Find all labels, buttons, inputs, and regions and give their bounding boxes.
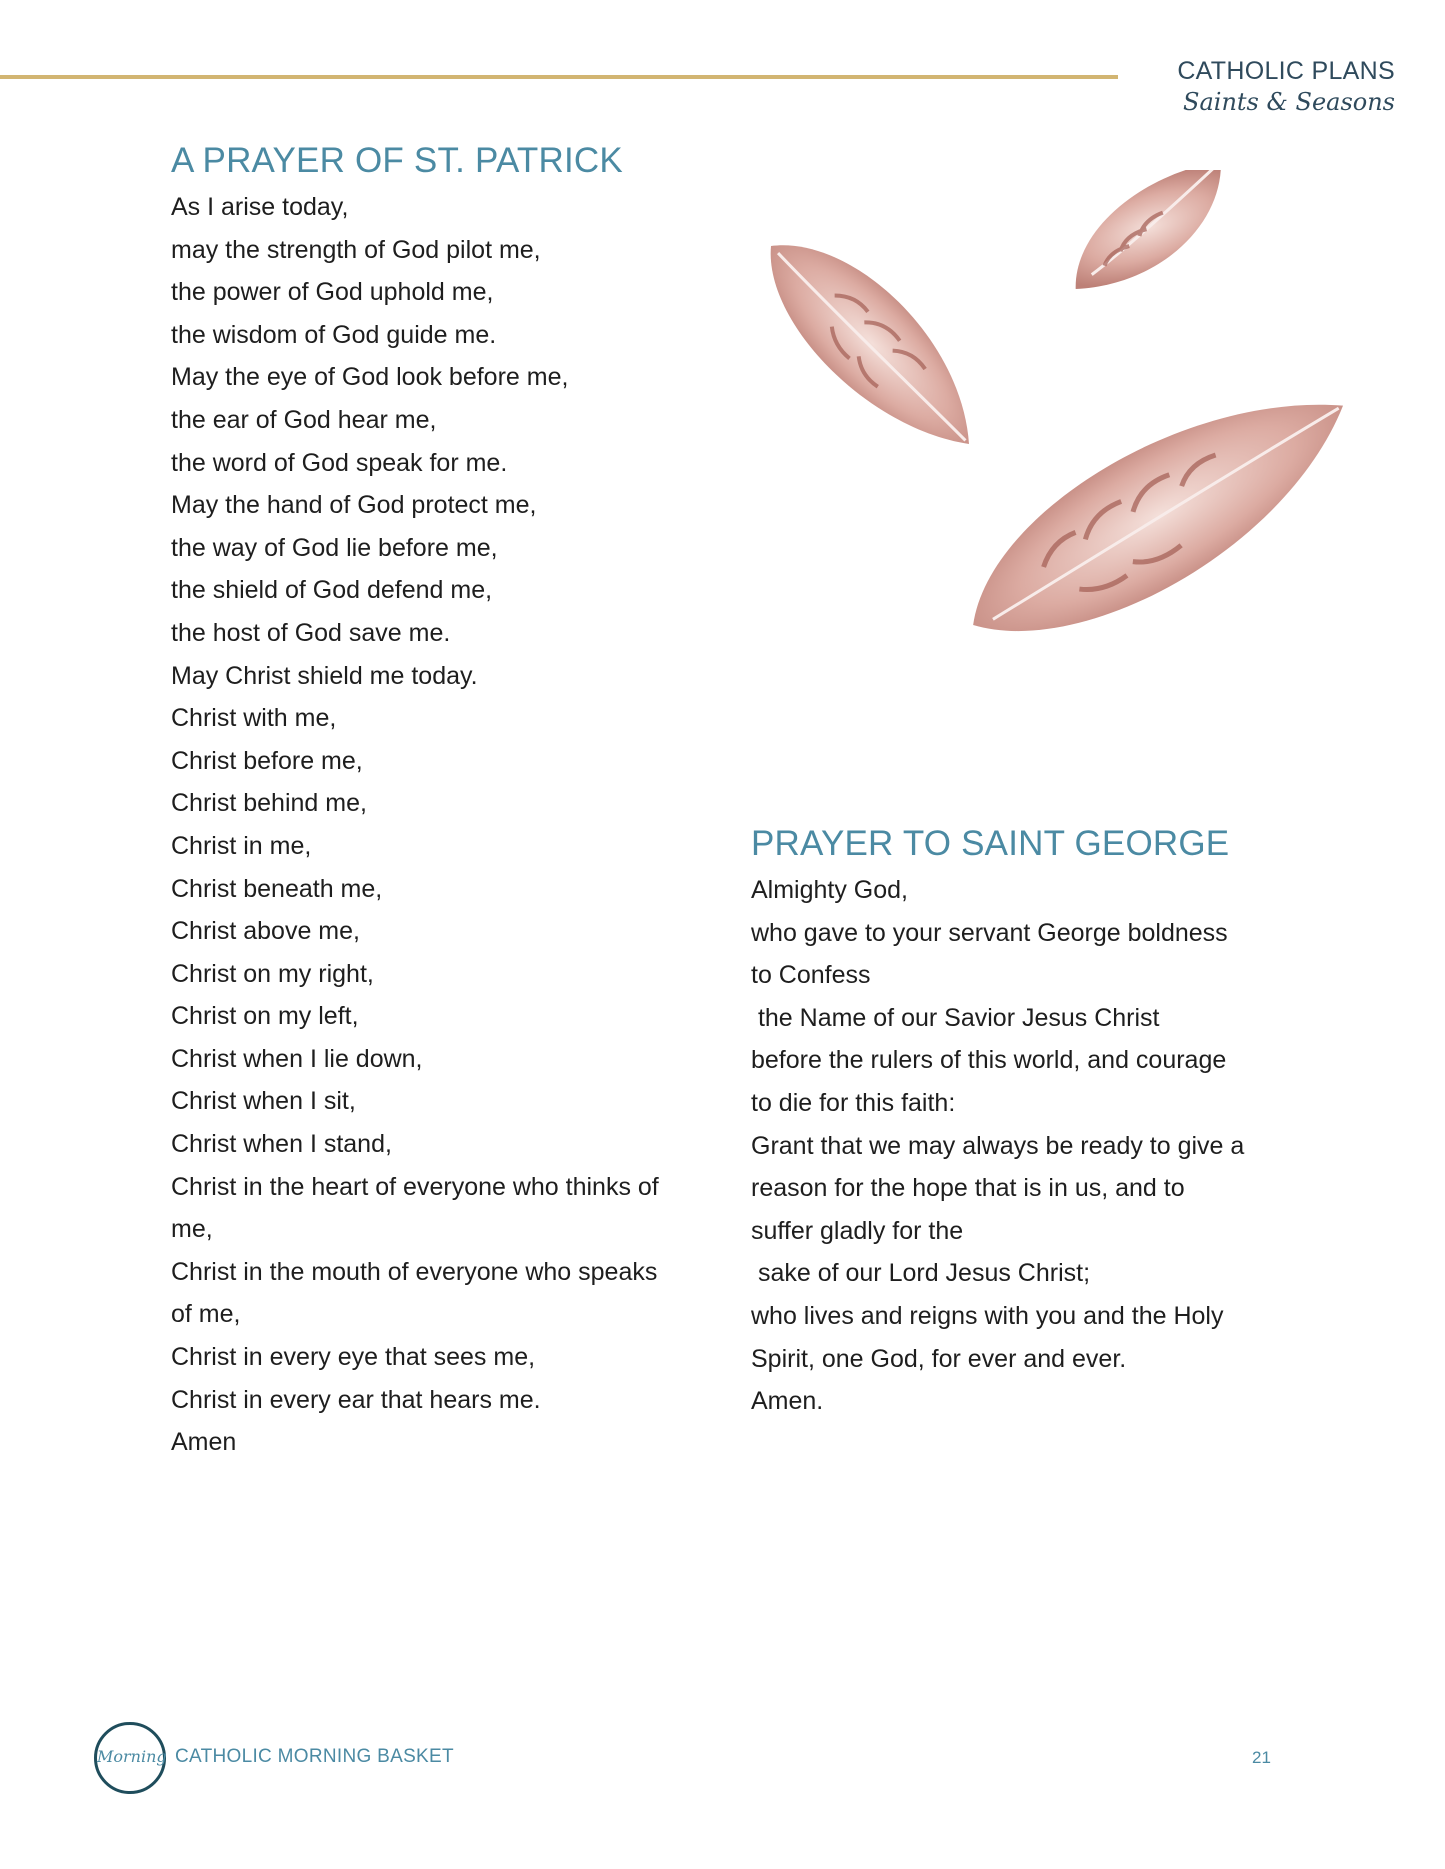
prayer-line: the power of God uphold me, xyxy=(171,278,494,307)
morning-basket-logo xyxy=(94,1722,166,1794)
prayer-line: Christ above me, xyxy=(171,917,360,946)
brand-subtitle: Saints & Seasons xyxy=(1183,88,1395,116)
prayer-line: before the rulers of this world, and courage xyxy=(751,1046,1227,1075)
prayer-line: Christ when I lie down, xyxy=(171,1044,423,1073)
prayer-line: Christ when I stand, xyxy=(171,1130,392,1159)
prayer-line: the ear of God hear me, xyxy=(171,405,437,434)
leaf-bottom xyxy=(938,349,1365,681)
brand-header xyxy=(1177,56,1395,116)
prayer-line: Christ in me, xyxy=(171,831,312,860)
prayer-line: Christ on my right, xyxy=(171,959,374,988)
prayer-line: May the eye of God look before me, xyxy=(171,363,569,392)
prayer-line: May the hand of God protect me, xyxy=(171,491,537,520)
prayer-line: who gave to your servant George boldness xyxy=(751,918,1228,947)
prayer-line: the way of God lie before me, xyxy=(171,533,498,562)
brand-title: CATHOLIC PLANS xyxy=(1177,57,1395,85)
prayer-line: may the strength of God pilot me, xyxy=(171,235,541,264)
prayer-line: sake of our Lord Jesus Christ; xyxy=(751,1259,1091,1288)
page-number: 21 xyxy=(1252,1748,1271,1767)
prayer-line: Christ on my left, xyxy=(171,1002,359,1031)
prayer-line: Christ beneath me, xyxy=(171,874,383,903)
leaf-top-right xyxy=(1050,170,1247,297)
prayer-line: the host of God save me. xyxy=(171,618,451,647)
prayer-line: Almighty God, xyxy=(751,876,909,904)
prayer-line: the Name of our Savior Jesus Christ xyxy=(751,1003,1160,1032)
prayer-line: Christ before me, xyxy=(171,746,363,775)
watercolor-leaves-illustration xyxy=(755,170,1365,690)
prayer-line: Christ in the mouth of everyone who speaks xyxy=(171,1257,658,1286)
prayer-line: Amen. xyxy=(751,1387,824,1416)
prayer-line: reason for the hope that is in us, and to xyxy=(751,1174,1185,1203)
prayer-line: who lives and reigns with you and the Holy xyxy=(751,1301,1224,1330)
prayer-line: Christ in the heart of everyone who thinks of xyxy=(171,1172,659,1201)
prayer-line: As I arise today, xyxy=(171,193,349,221)
prayer-line: the wisdom of God guide me. xyxy=(171,320,497,349)
logo-text: Morning xyxy=(97,1747,167,1766)
prayer-line: the shield of God defend me, xyxy=(171,576,493,605)
prayer-st-patrick-body xyxy=(171,186,711,1464)
prayer-line: Grant that we may always be ready to give a xyxy=(751,1131,1245,1160)
prayer-saint-george xyxy=(751,823,1311,1423)
prayer-line: suffer gladly for the xyxy=(751,1216,964,1245)
prayer-line: Christ with me, xyxy=(171,704,337,733)
footer-label: CATHOLIC MORNING BASKET xyxy=(175,1746,454,1767)
prayer-line: Christ in every eye that sees me, xyxy=(171,1343,536,1372)
prayer-line: of me, xyxy=(171,1300,241,1329)
prayer-st-patrick xyxy=(171,140,711,1464)
header-rule xyxy=(0,75,1118,79)
prayer-line: me, xyxy=(171,1215,213,1244)
prayer-line: Christ in every ear that hears me. xyxy=(171,1385,541,1414)
leaf-left xyxy=(755,210,1005,476)
prayer-line: the word of God speak for me. xyxy=(171,448,508,477)
prayer-saint-george-title: PRAYER TO SAINT GEORGE xyxy=(751,824,1230,863)
prayer-line: to die for this faith: xyxy=(751,1088,956,1117)
prayer-line: Christ when I sit, xyxy=(171,1087,356,1116)
prayer-line: May Christ shield me today. xyxy=(171,661,478,690)
prayer-st-patrick-title: A PRAYER OF ST. PATRICK xyxy=(171,141,623,180)
prayer-line: Christ behind me, xyxy=(171,789,367,818)
prayer-saint-george-body xyxy=(751,869,1311,1423)
prayer-line: Amen xyxy=(171,1428,237,1457)
prayer-line: to Confess xyxy=(751,961,871,990)
prayer-line: Spirit, one God, for ever and ever. xyxy=(751,1344,1127,1373)
